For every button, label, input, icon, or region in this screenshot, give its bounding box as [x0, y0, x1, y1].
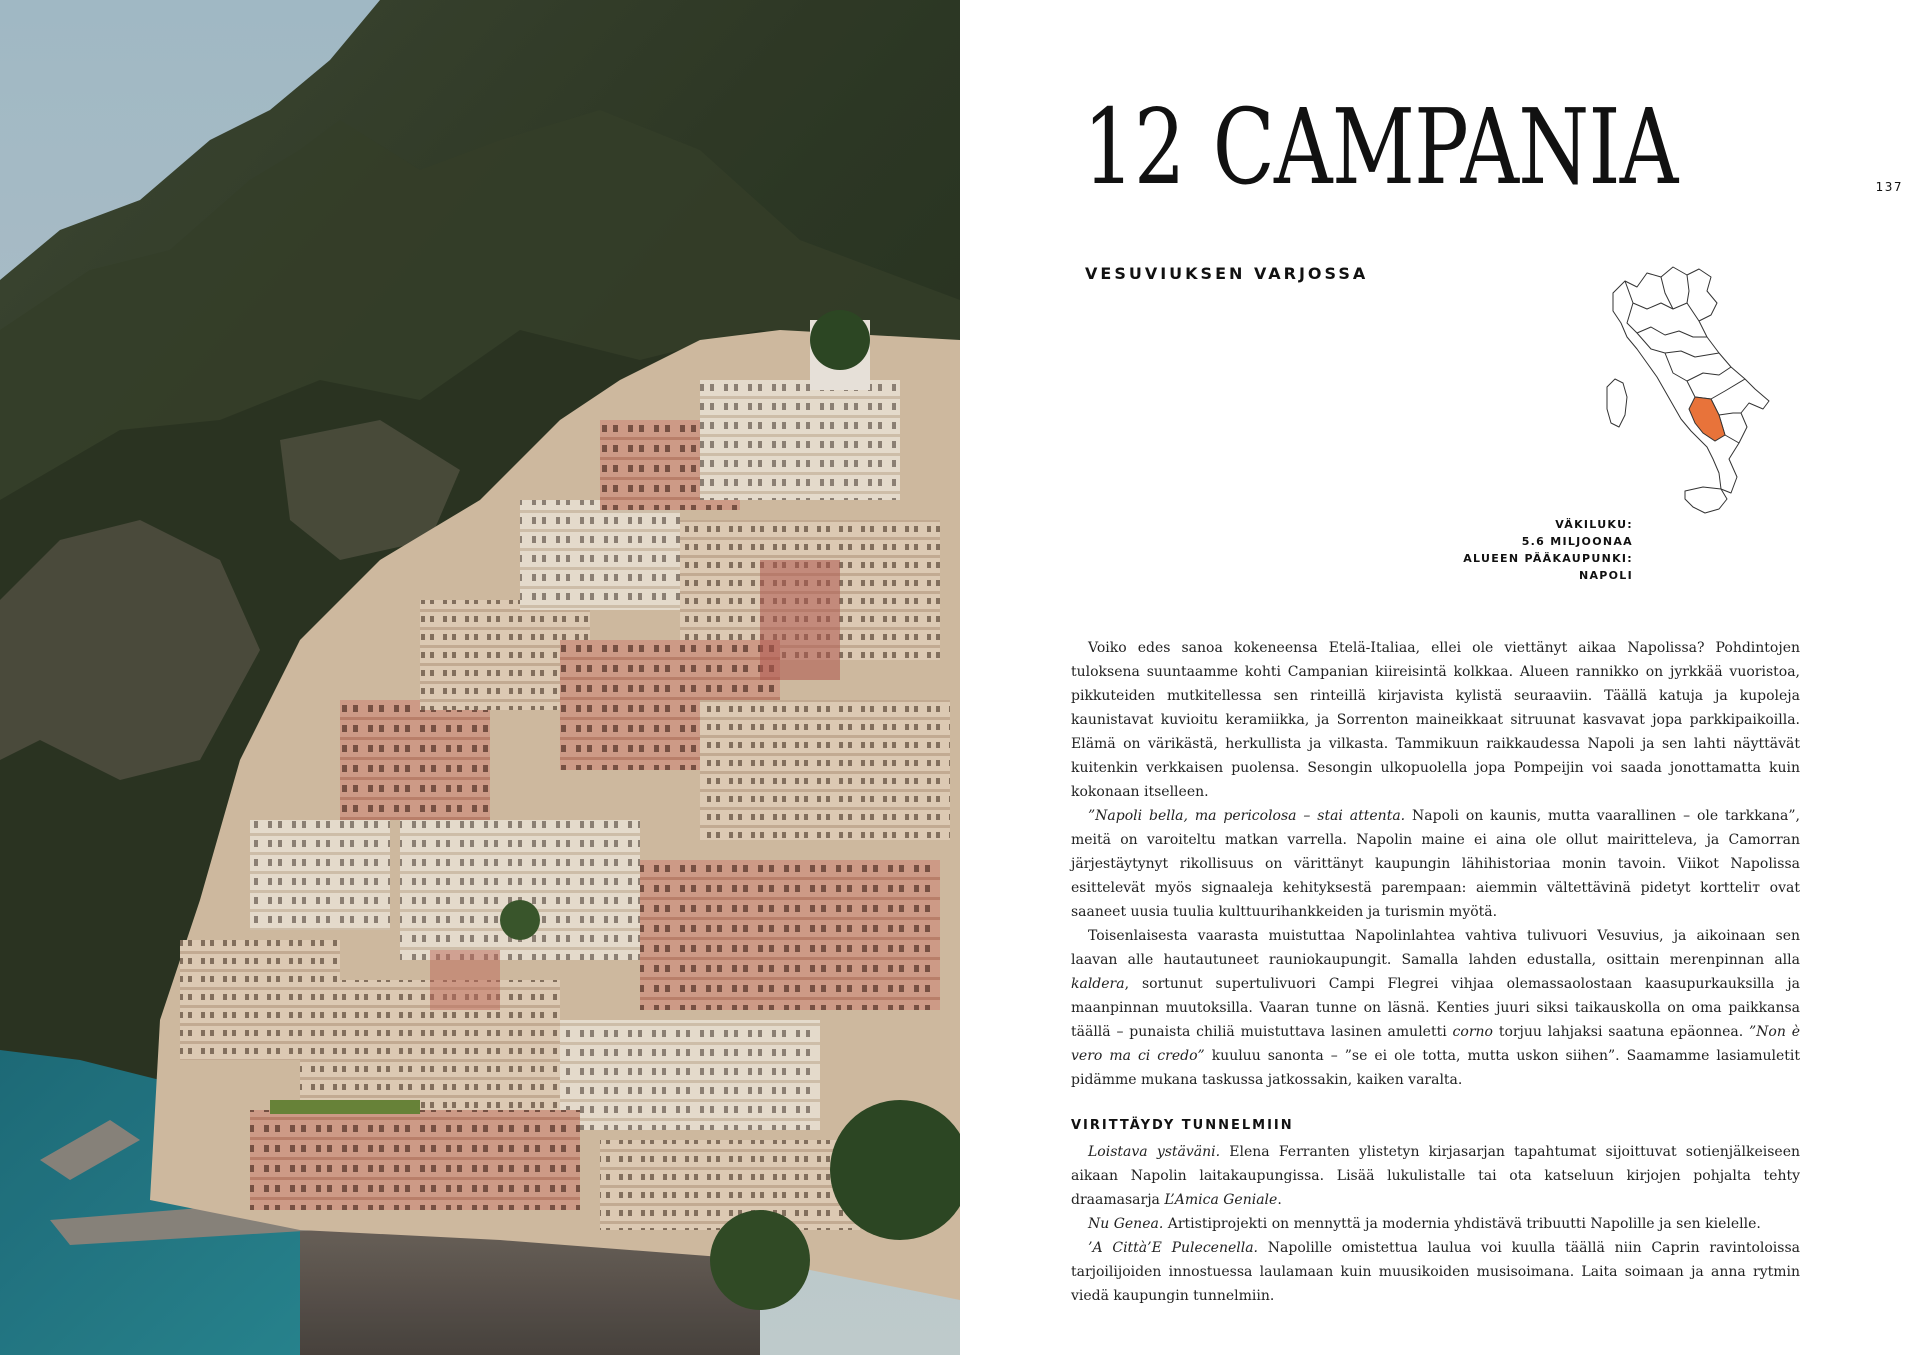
tip-item: Loistava ystäväni. Elena Ferranten ylistetyn kirjasarjan tapahtumat sijoittuvat sotienjälkeiseen aikaan Napolin laitakaupungissa. Lisää lukulistalle tai ota katseluun kirjojen pohjalta tehty draamasarja L’Amica Geniale. — [1071, 1144, 1800, 1208]
chapter-name: CAMPANIA — [1212, 86, 1678, 208]
italy-map — [1603, 263, 1773, 535]
tip-item: ’A Città’E Pulecenella. Napolille omistettua laulua voi kuulla täällä niin Caprin ravintoloissa tarjoilijoiden innostuessa laulamaan kuin muusikoiden musisoimana. Laita soimaan ja anna rytmin viedä kaupungin tunnelmiin. — [1071, 1240, 1800, 1304]
tip-item: Nu Genea. Artistiprojekti on mennyttä ja modernia yhdistävä tribuutti Napolille ja sen kielelle. — [1088, 1216, 1761, 1232]
population-value: 5.6 MILJOONAA — [1521, 535, 1633, 548]
page-number: 137 — [1875, 180, 1903, 194]
capital-label: ALUEEN PÄÄKAUPUNKI: — [1463, 552, 1633, 565]
recommendations — [1071, 1140, 1800, 1308]
capital-value: NAPOLI — [1578, 569, 1633, 582]
region-facts — [1463, 516, 1633, 584]
section-heading: VIRITTÄYDY TUNNELMIIN — [1071, 1118, 1294, 1133]
chapter-subtitle: VESUVIUKSEN VARJOSSA — [1085, 264, 1369, 283]
paragraph: ”Napoli bella, ma pericolosa – stai attenta. Napoli on kaunis, mutta vaarallinen – ole tarkkana”, meitä on varoiteltu matkan varrella. Napolin maine ei aina ole ollut mairitteleva, ja Camorran järjestäytynyt rikollisuus on värittänyt kaupungin lähihistoriaa monin tavoin. Viikot Napolissa esittelevät myös signaaleja kehityksestä parempaan: aiemmin vältettävinä pidetyt kortteliт ovat saaneet uusia tuulia kulttuurihankkeiden ja turismin myötä. — [1071, 808, 1800, 920]
text-page — [960, 0, 1920, 1355]
population-label: VÄKILUKU: — [1555, 518, 1633, 531]
chapter-title — [1083, 86, 1678, 208]
article-body — [1071, 636, 1800, 1092]
paragraph: Voiko edes sanoa kokeneensa Etelä-Italiaa, ellei ole viettänyt aikaa Napolissa? Pohdintojen tuloksena suuntaamme kohti Campanian kiireisintä kolkkaa. Alueen rannikko on jyrkkää vuoristoa, pikkuteiden mutkitellessa sen rinteillä kirjavista kylistä seuraaviin. Täällä katuja ja kupoleja kaunistavat kuvioitu keramiikka, ja Sorrenton maineikkaat sitruunat kasvavat jopa parkkipaikoilla. Elämä on värikästä, herkullista ja vilkasta. Tammikuun raikkaudessa Napoli ja sen lahti näyttävät kuitenkin verkkaisen puolensa. Sesongin ulkopuolella jopa Pompeijin voi saada jonottamatta kuin kokonaan itselleen. — [1071, 640, 1800, 800]
quote: ”Napoli bella, ma pericolosa – stai attenta. — [1088, 808, 1406, 824]
chapter-number: 12 — [1083, 86, 1185, 208]
paragraph: Toisenlaisesta vaarasta muistuttaa Napolinlahtea vahtiva tulivuori Vesuvius, ja aikoinaan sen laavan alle hautautuneet rauniokaupungit. Samalla lahden edustalla, osittain merenpinnan alla kaldera, sortunut supertulivuori Campi Flegrei vihjaa olemassaolostaan kaasupurkauksilla ja maanpinnan muutoksilla. Vaaran tunne on läsnä. Kenties juuri siksi taikauskolla on oma paikkansa täällä – punaista chiliä muistuttava lasinen amuletti corno torjuu lahjaksi saatuna epäonnea. ”Non è vero ma ci credo” kuuluu sanonta – ”se ei ole totta, mutta uskon siihen”. Saamamme lasiamuletit pidämme mukana taskussa jatkossakin, kaiken varalta. — [1071, 928, 1800, 1088]
